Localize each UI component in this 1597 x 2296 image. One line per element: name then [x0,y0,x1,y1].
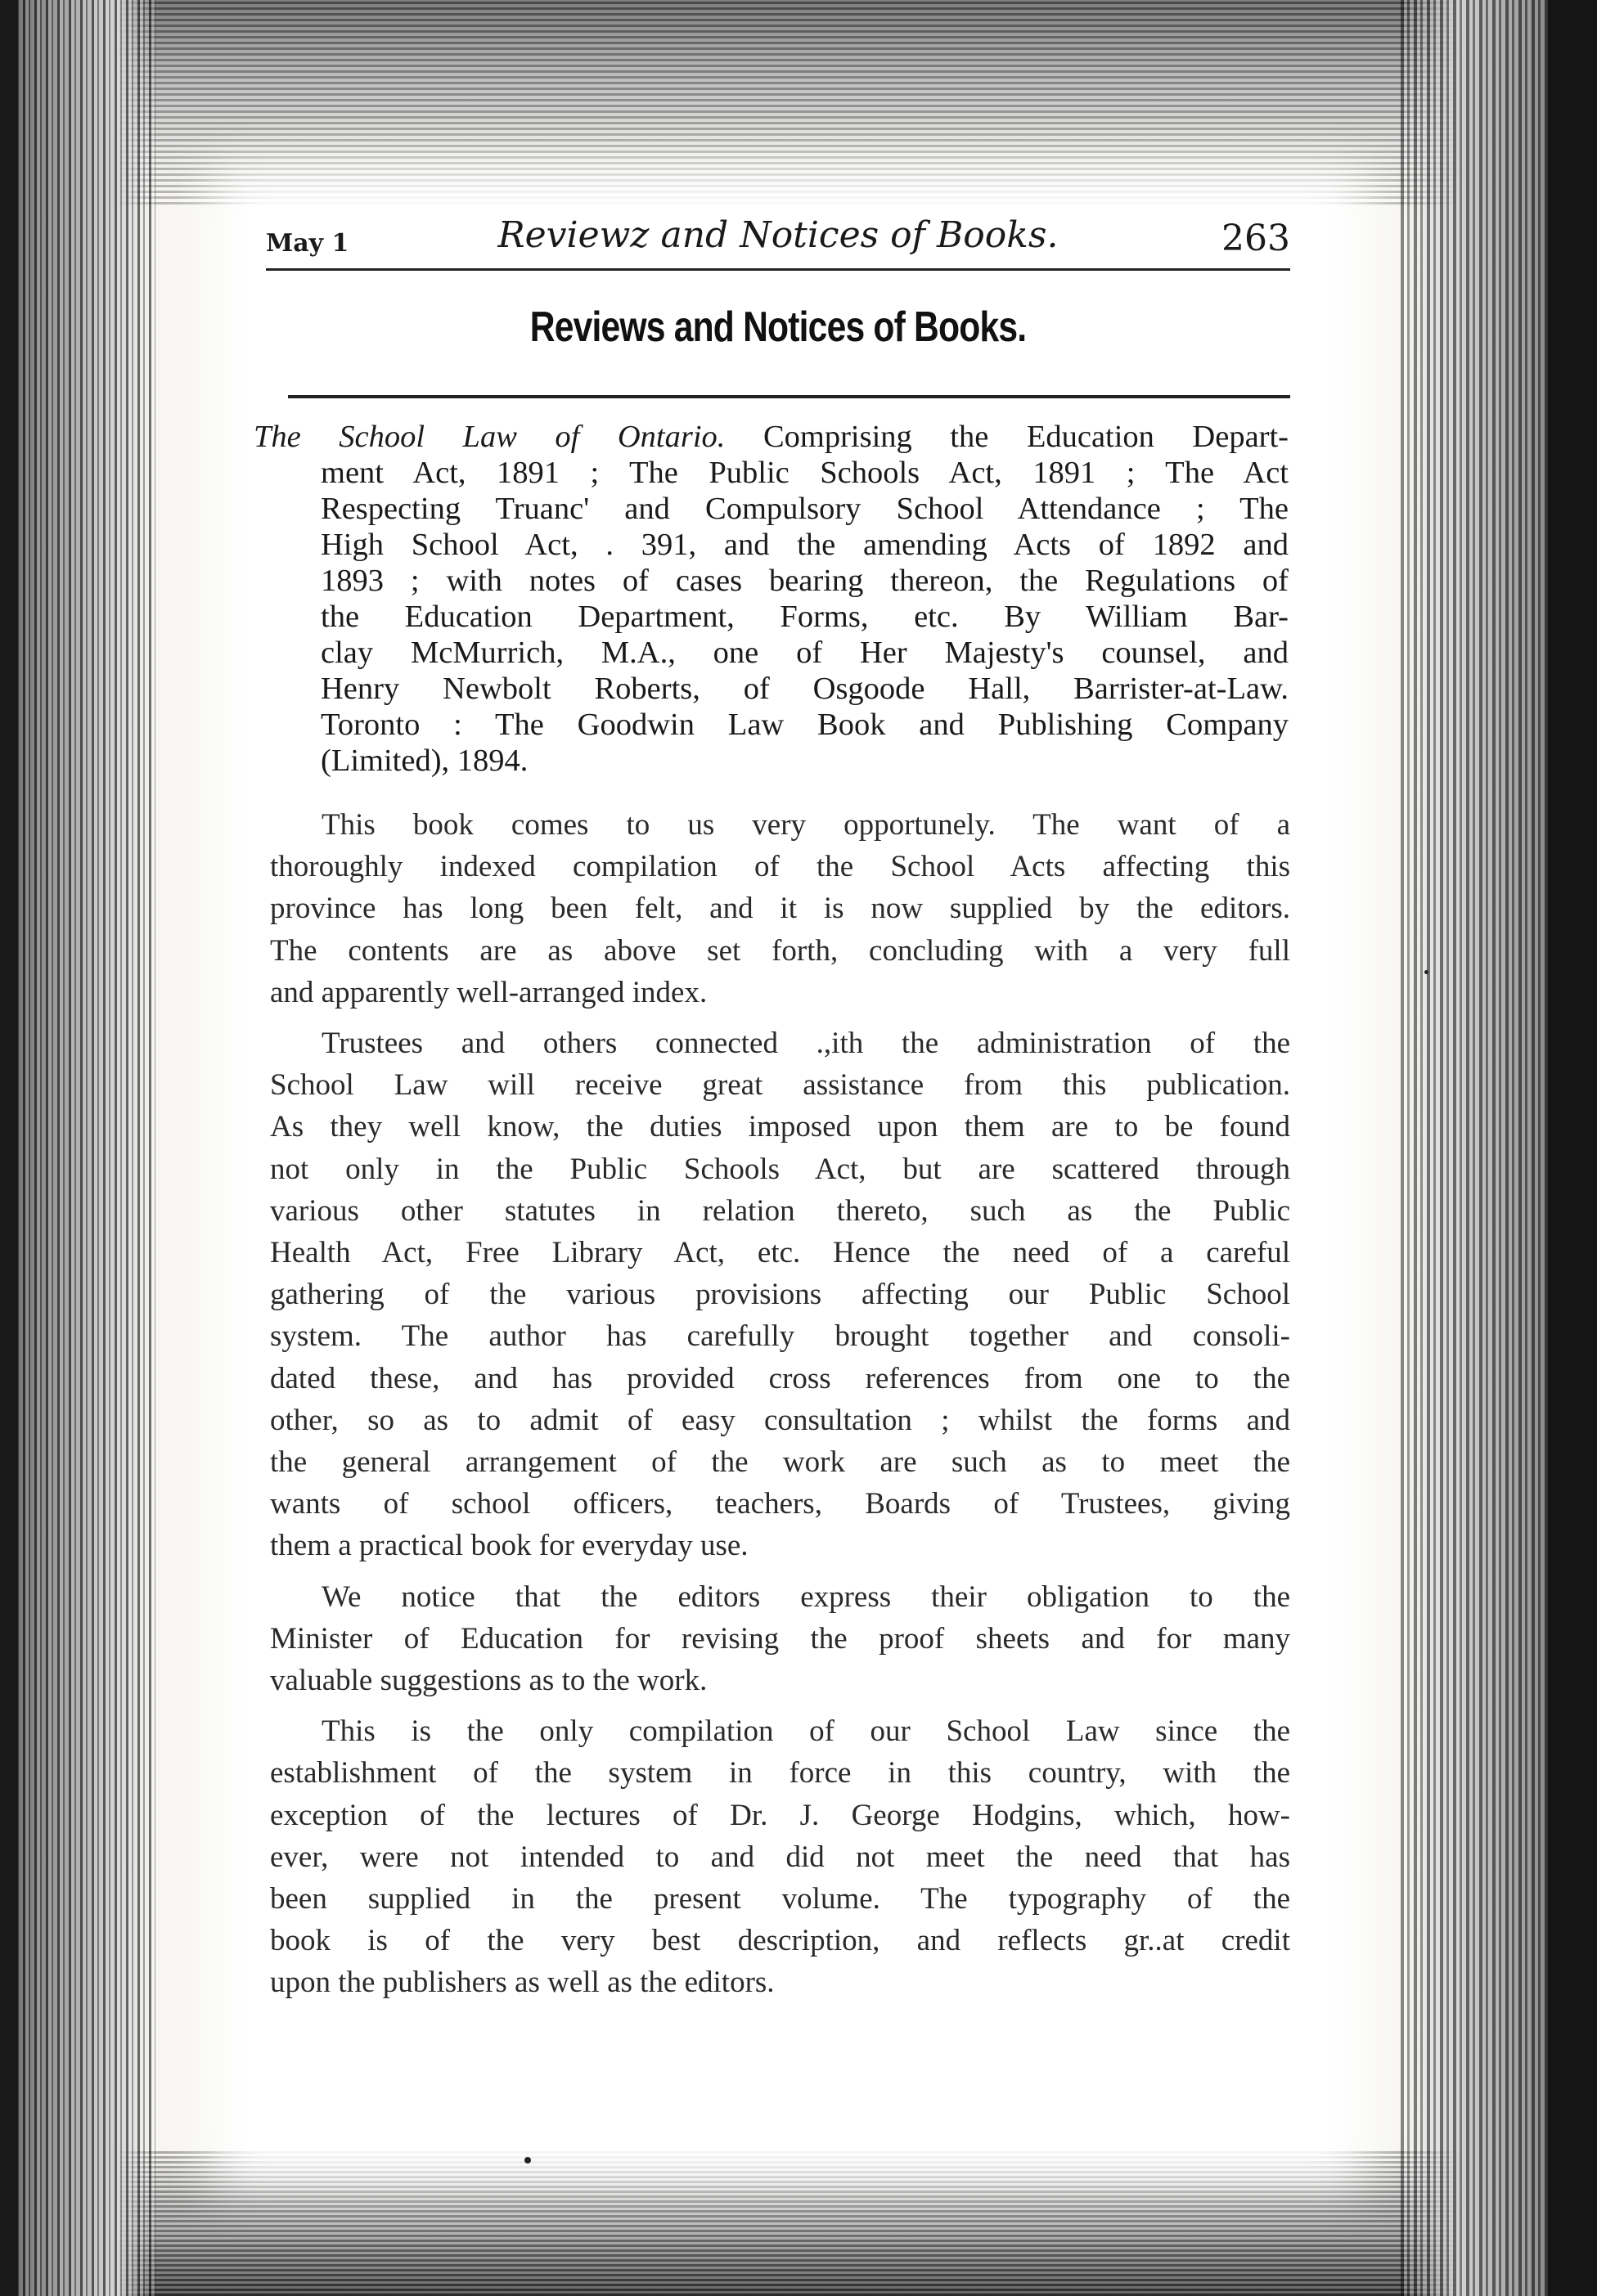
entry-line: the Education Department, Forms, etc. By William Bar- [321,600,1289,634]
entry-line: clay McMurrich, M.A., one of Her Majesty's counsel, and [321,636,1289,670]
entry-line: The School Law of Ontario. Comprising the Education Depart- [254,420,1289,454]
entry-line: 1893 ; with notes of cases bearing thereon, the Regulations of [321,564,1289,598]
text-line: Trustees and others connected .,ith the administration of the [322,1027,1290,1061]
text-line: gathering of the various provisions affecting our Public School [270,1278,1290,1312]
text-line: The contents are as above set forth, concluding with a very full [270,933,1290,968]
book-title: The School Law of Ontario. [254,420,726,454]
title-rule [288,395,1290,398]
text-line: other, so as to admit of easy consultation ; whilst the forms and [270,1403,1290,1437]
text-line: them a practical book for everyday use. [270,1529,749,1563]
scan-edge-bottom [0,2149,1597,2296]
entry-line: Respecting Truanc' and Compulsory School Attendance ; The [321,492,1289,526]
book-entry [254,419,1289,779]
scan-edge-right-shadow [1548,0,1597,2296]
text-line: Minister of Education for revising the proof sheets and for many [270,1621,1290,1656]
text-line: As they well know, the duties imposed upon them are to be found [270,1110,1290,1144]
scan-edge-left-shadow [0,0,18,2296]
entry-line: Henry Newbolt Roberts, of Osgoode Hall, Barrister-at-Law. [321,672,1289,706]
page-number: 263 [1221,218,1290,259]
text-line: system. The author has carefully brought together and consoli- [270,1319,1290,1354]
running-head-date: May 1 [266,229,349,258]
text-line: This is the only compilation of our School Law since the [322,1714,1290,1749]
text-line: School Law will receive great assistance from this publication. [270,1068,1290,1103]
text-line: ever, were not intended to and did not meet the need that has [270,1840,1290,1874]
text-line: not only in the Public Schools Act, but are scattered through [270,1152,1290,1186]
paragraph-4 [270,1710,1290,2003]
entry-line: (Limited), 1894. [321,744,529,778]
running-head-title: Reviewz and Notices of Books. [497,214,1059,256]
text-line: thoroughly indexed compilation of the School Acts affecting this [270,850,1290,884]
text-line: wants of school officers, teachers, Boards of Trustees, giving [270,1487,1290,1521]
text-line: establishment of the system in force in this country, with the [270,1756,1290,1791]
entry-line: High School Act, . 391, and the amending Acts of 1892 and [321,528,1289,562]
paragraph-2 [270,1022,1290,1567]
ink-speck [1424,970,1428,974]
ink-speck [524,2157,531,2163]
scan-edge-left [0,0,155,2296]
text-line: valuable suggestions as to the work. [270,1664,708,1698]
text-line: and apparently well-arranged index. [270,975,708,1009]
section-title: Reviews and Notices of Books. [529,303,1027,351]
paragraph-3 [270,1576,1290,1702]
text-line: various other statutes in relation thereto, such as the Public [270,1193,1290,1228]
review-body [270,804,1290,2013]
text-line: the general arrangement of the work are such as to meet the [270,1445,1290,1480]
text-line: province has long been felt, and it is now supplied by the editors. [270,892,1290,926]
text-line: book is of the very best description, and reflects gr..at credit [270,1924,1290,1958]
paragraph-1 [270,804,1290,1013]
entry-line: Toronto : The Goodwin Law Book and Publishing Company [321,708,1289,742]
running-head [266,214,1290,263]
header-rule [266,268,1290,271]
text-line: been supplied in the present volume. The typography of the [270,1882,1290,1916]
entry-line: ment Act, 1891 ; The Public Schools Act, 1891 ; The Act [321,456,1289,490]
text-line: dated these, and has provided cross references from one to the [270,1361,1290,1395]
text-line: upon the publishers as well as the editors. [270,1966,775,2000]
scan-edge-top [0,0,1597,204]
text-line: exception of the lectures of Dr. J. George Hodgins, which, how- [270,1798,1290,1832]
text-line: This book comes to us very opportunely. The want of a [322,808,1290,842]
text-line: Health Act, Free Library Act, etc. Hence the need of a careful [270,1236,1290,1270]
text-line: We notice that the editors express their obligation to the [322,1579,1290,1614]
